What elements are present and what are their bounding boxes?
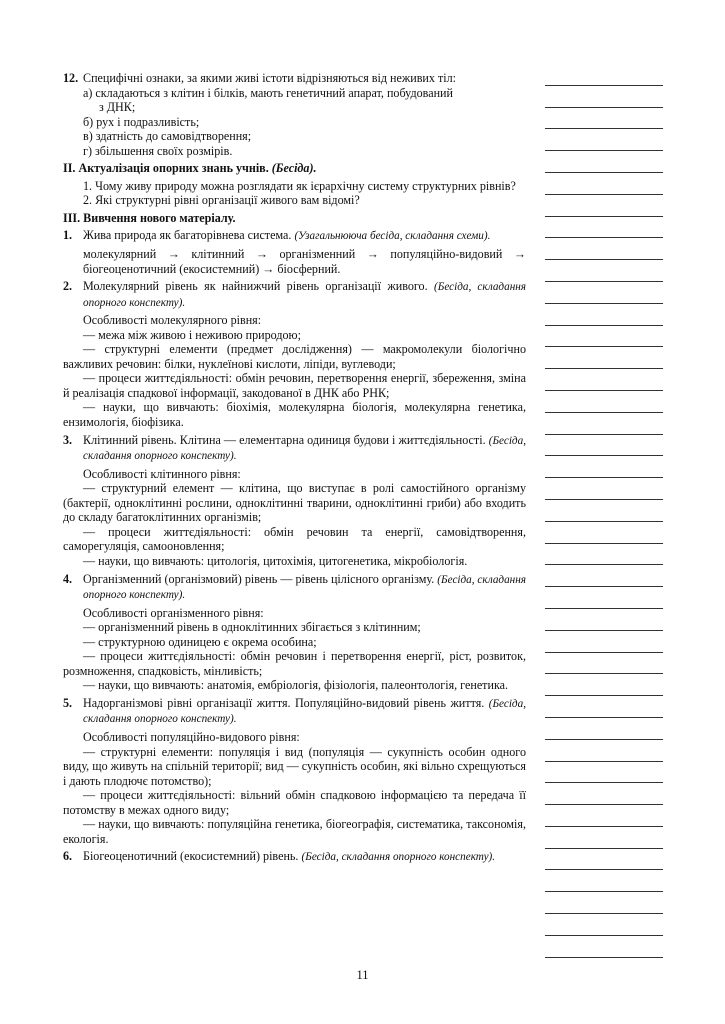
note-line <box>545 805 663 827</box>
topic-point: — процеси життєдіяльності: обмін речовин та енергії, самовідтворення, саморегуляція, самооновлення; <box>63 524 526 554</box>
topic-subheading: Особливості популяційно-видового рівня: <box>83 729 300 744</box>
note-line <box>545 740 663 762</box>
note-line <box>545 522 663 544</box>
note-line <box>545 718 663 740</box>
topic-subheading: Особливості організменного рівня: <box>83 605 264 620</box>
note-line <box>545 653 663 675</box>
note-line <box>545 478 663 500</box>
note-line <box>545 544 663 566</box>
note-line <box>545 260 663 282</box>
topic-heading <box>83 279 526 310</box>
note-line <box>545 64 663 86</box>
note-line <box>545 217 663 239</box>
answer-a-cont: з ДНК; <box>99 100 136 115</box>
topic-point: — науки, що вивчають: популяційна генетика, біогеографія, систематика, таксономія, екологія. <box>63 817 526 846</box>
note-line <box>545 413 663 435</box>
section-2-question-1: 1. Чому живу природу можна розглядати як ієрархічну систему структурних рівнів? <box>83 178 516 193</box>
note-line <box>545 129 663 151</box>
note-line <box>545 304 663 326</box>
topic-point: — організменний рівень в одноклітинних збігається з клітинним; <box>83 620 421 635</box>
topic-point: — процеси життєдіяльності: обмін речовин, перетворення енергії, збереження, зміна й реалізація спадкової інформації, закодованої в ДНК або РНК; <box>63 371 526 400</box>
topic-heading <box>83 696 526 727</box>
note-line <box>545 870 663 892</box>
topic-hint: (Бесіда, складання опорного конспекту). <box>83 281 526 309</box>
topic-title: Організменний (організмовий) рівень — рівень цілісного організму. <box>83 571 435 586</box>
topic-point: — науки, що вивчають: анатомія, ембріологія, фізіологія, палеонтологія, генетика. <box>83 678 509 693</box>
topic-point: — науки, що вивчають: біохімія, молекулярна біологія, молекулярна генетика, ензимологія, біофізика. <box>63 400 526 430</box>
note-line <box>545 435 663 457</box>
topic-item <box>63 228 526 244</box>
topic-item <box>63 433 526 464</box>
topic-hint: (Бесіда, складання опорного конспекту). <box>83 434 526 463</box>
note-line <box>545 609 663 631</box>
topic-title: Біогеоценотичний (екосистемний) рівень. <box>83 849 299 864</box>
topic-item <box>63 849 526 865</box>
question-number: 12. <box>63 71 79 85</box>
topic-heading <box>83 849 526 865</box>
topic-heading <box>83 433 526 464</box>
note-line <box>545 151 663 173</box>
topic-number: 4. <box>63 571 73 586</box>
note-lines <box>545 64 663 958</box>
topic-subheading: молекулярний → клітинний → організменний → популяційно-видовий → біогеоценотичний (екосистемний) → біосферний. <box>83 247 526 276</box>
note-line <box>545 282 663 304</box>
answer-a: а) складаються з клітин і білків, мають генетичний апарат, побудований <box>83 85 453 100</box>
topic-point: — межа між живою і неживою природою; <box>83 327 301 342</box>
section-2-question-2: 2. Які структурні рівні організації живого вам відомі? <box>83 193 360 208</box>
note-line <box>545 827 663 849</box>
note-line <box>545 173 663 195</box>
question-text: Специфічні ознаки, за якими живі істоти відрізняються від неживих тіл: <box>83 71 456 85</box>
topic-heading <box>83 572 526 603</box>
topic-title: Молекулярний рівень як найнижчий рівень організації живого. <box>83 279 428 294</box>
topic-item <box>63 279 526 310</box>
note-line <box>545 86 663 108</box>
answer-d: г) збільшення своїх розмірів. <box>83 143 233 158</box>
section-2-heading <box>63 161 526 176</box>
note-line <box>545 195 663 217</box>
note-line <box>545 500 663 522</box>
note-line <box>545 936 663 958</box>
topic-number: 3. <box>63 432 73 447</box>
note-line <box>545 456 663 478</box>
note-line <box>545 347 663 369</box>
note-line <box>545 587 663 609</box>
note-line <box>545 391 663 413</box>
note-line <box>545 696 663 718</box>
note-line <box>545 914 663 936</box>
topic-hint: (Узагальнююча бесіда, складання схеми). <box>294 230 491 243</box>
section-2-hint: (Бесіда). <box>271 161 317 176</box>
note-line <box>545 108 663 130</box>
topic-point: — структурні елементи: популяція і вид (популяція — сукупність особин одного виду, що живуть на спільній території; вид — сукупність особин, які вільно схрещуються і дають плодючє потомство); <box>63 744 526 788</box>
topic-hint: (Бесіда, складання опорного конспекту). <box>301 851 496 864</box>
topic-title: Жива природа як багаторівнева система. <box>83 228 292 243</box>
note-line <box>545 762 663 784</box>
topic-item <box>63 572 526 603</box>
topic-point: — структурні елементи (предмет дослідження) — макромолекули біологічно важливих речовин: білки, нуклеїнові кислоти, ліпіди, вуглеводи; <box>63 342 526 371</box>
note-line <box>545 849 663 871</box>
note-line <box>545 238 663 260</box>
page-number: 11 <box>356 968 369 982</box>
note-line <box>545 369 663 391</box>
section-2-title: II. Актуалізація опорних знань учнів. <box>63 161 269 176</box>
topic-subheading: Особливості клітинного рівня: <box>83 466 241 481</box>
topic-number: 1. <box>63 228 73 243</box>
topic-point: — процеси життєдіяльності: вільний обмін спадковою інформацією та передача її потомству в межах одного виду; <box>63 788 526 817</box>
topic-list <box>63 228 526 864</box>
topic-number: 6. <box>63 849 73 864</box>
topic-point: — структурною одиницею є окрема особина; <box>83 634 317 649</box>
topic-hint: (Бесіда, складання опорного конспекту). <box>83 573 526 602</box>
topic-point: — структурний елемент — клітина, що виступає в ролі самостійного організму (бактерії, одноклітинні рослини, одноклітинні тварини, одноклітинні гриби) або входить до складу багатоклітинних організмів; <box>63 481 526 525</box>
topic-title: Клітинний рівень. Клітина — елементарна одиниця будови і життєдіяльності. <box>83 432 486 447</box>
question-12 <box>63 71 526 86</box>
lesson-text <box>63 68 526 865</box>
section-3-heading: III. Вивчення нового матеріалу. <box>63 210 236 225</box>
topic-number: 5. <box>63 695 73 710</box>
topic-hint: (Бесіда, складання опорного конспекту). <box>83 697 526 726</box>
topic-point: — науки, що вивчають: цитологія, цитохімія, цитогенетика, мікробіологія. <box>83 553 468 568</box>
note-line <box>545 565 663 587</box>
topic-title: Надорганізмові рівні організації життя. Популяційно-видовий рівень життя. <box>83 695 485 710</box>
answer-b: б) рух і подразливість; <box>83 114 200 129</box>
note-line <box>545 892 663 914</box>
topic-subheading: Особливості молекулярного рівня: <box>83 313 262 328</box>
topic-number: 2. <box>63 279 73 294</box>
note-line <box>545 674 663 696</box>
answer-c: в) здатність до самовідтворення; <box>83 129 252 144</box>
note-line <box>545 783 663 805</box>
topic-heading <box>83 228 526 244</box>
topic-item <box>63 696 526 727</box>
topic-point: — процеси життєдіяльності: обмін речовин і перетворення енергії, ріст, розвиток, розмноження, спадковість, мінливість; <box>63 649 526 678</box>
note-line <box>545 326 663 348</box>
note-line <box>545 631 663 653</box>
